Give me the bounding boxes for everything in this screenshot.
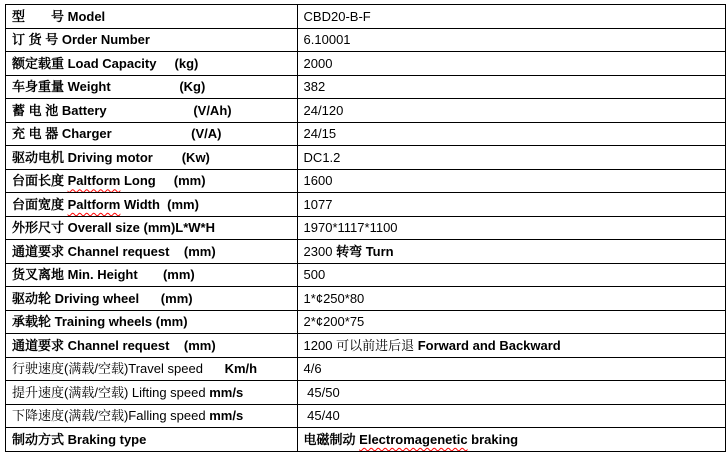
spec-label-cell [6, 381, 298, 405]
table-row [6, 75, 726, 99]
spec-label-cell [6, 28, 298, 52]
spec-value-cell [297, 334, 725, 358]
spec-label-cell [6, 287, 298, 311]
table-row [6, 263, 726, 287]
text-segment: Km/h [224, 361, 258, 377]
table-row [6, 193, 726, 217]
spec-label-cell [6, 428, 298, 452]
table-row [6, 428, 726, 452]
table-row [6, 310, 726, 334]
text-segment: Width (mm) [120, 196, 199, 212]
table-row [6, 216, 726, 240]
text-segment: 台面宽度 [12, 196, 68, 212]
spec-label-cell [6, 146, 298, 170]
table-row [6, 404, 726, 428]
misspelled-word: Paltform [67, 196, 121, 212]
misspelled-word: Electromagenetic [359, 431, 468, 447]
text-segment: 500 [303, 267, 326, 283]
text-segment: 驱动电机 Driving motor (Kw) [12, 149, 210, 165]
text-segment: 车身重量 Weight (Kg) [12, 79, 206, 95]
spec-label-cell [6, 75, 298, 99]
spec-value-cell [297, 28, 725, 52]
text-segment: 1970*1117*1100 [303, 220, 398, 236]
text-segment: 台面长度 [12, 173, 68, 189]
text-segment: 驱动轮 Driving wheel (mm) [12, 290, 193, 306]
spec-value-cell [297, 216, 725, 240]
spec-label-cell [6, 122, 298, 146]
table-row [6, 287, 726, 311]
spec-label-cell [6, 310, 298, 334]
text-segment: 1077 [303, 196, 333, 212]
text-segment: mm/s [209, 384, 244, 400]
spec-label-cell [6, 52, 298, 76]
spec-value-cell [297, 75, 725, 99]
spec-value-cell [297, 240, 725, 264]
text-segment: 电磁制动 [303, 431, 360, 447]
text-segment: 蓄 电 池 Battery (V/Ah) [12, 102, 232, 118]
spec-value-cell [297, 52, 725, 76]
text-segment: 2000 [303, 55, 333, 71]
text-segment: 4/6 [303, 361, 322, 377]
spec-value-cell [297, 169, 725, 193]
product-spec-table [5, 4, 726, 452]
text-segment: 行驶速度(满载/空载)Travel speed [12, 361, 225, 377]
text-segment: 45/40 [303, 408, 340, 424]
table-row [6, 334, 726, 358]
text-segment: DC1.2 [303, 149, 341, 165]
spec-table-body [6, 5, 726, 452]
text-segment: 外形尺寸 Overall size (mm)L*W*H [12, 220, 215, 236]
spec-value-cell [297, 381, 725, 405]
text-segment: braking [467, 431, 519, 447]
spec-value-cell [297, 193, 725, 217]
spec-value-cell [297, 122, 725, 146]
text-segment: 1200 可以前进后退 [303, 337, 418, 353]
spec-value-cell [297, 310, 725, 334]
table-row [6, 28, 726, 52]
text-segment: Forward and Backward [417, 337, 561, 353]
misspelled-word: Paltform [67, 173, 121, 189]
text-segment: 45/50 [303, 384, 340, 400]
spec-label-cell [6, 334, 298, 358]
text-segment: 1*¢250*80 [303, 290, 365, 306]
text-segment: 24/120 [303, 102, 344, 118]
text-segment: 24/15 [303, 126, 337, 142]
table-row [6, 357, 726, 381]
spec-value-cell [297, 99, 725, 123]
table-row [6, 169, 726, 193]
spec-label-cell [6, 404, 298, 428]
text-segment: 额定载重 Load Capacity (kg) [12, 55, 199, 71]
spec-value-cell [297, 146, 725, 170]
spec-label-cell [6, 263, 298, 287]
spec-value-cell [297, 357, 725, 381]
spec-label-cell [6, 240, 298, 264]
text-segment: 制动方式 Braking type [12, 431, 147, 447]
text-segment: 转弯 Turn [336, 243, 394, 259]
text-segment: 382 [303, 79, 326, 95]
text-segment: CBD20-B-F [303, 8, 371, 24]
spec-label-cell [6, 5, 298, 29]
text-segment: 型 号 Model [12, 8, 106, 24]
text-segment: 6.10001 [303, 32, 351, 48]
table-row [6, 381, 726, 405]
spec-label-cell [6, 216, 298, 240]
text-segment: 充 电 器 Charger (V/A) [12, 126, 222, 142]
table-row [6, 122, 726, 146]
table-row [6, 5, 726, 29]
table-row [6, 146, 726, 170]
text-segment: 下降速度(满载/空载)Falling speed [12, 408, 210, 424]
spec-label-cell [6, 357, 298, 381]
text-segment: 提升速度(满载/空载) Lifting speed [12, 384, 210, 400]
spec-value-cell [297, 428, 725, 452]
spec-label-cell [6, 169, 298, 193]
text-segment: 2300 [303, 243, 337, 259]
table-row [6, 52, 726, 76]
spec-value-cell [297, 287, 725, 311]
text-segment: mm/s [209, 408, 244, 424]
spec-value-cell [297, 263, 725, 287]
text-segment: Long (mm) [120, 173, 206, 189]
text-segment: 2*¢200*75 [303, 314, 365, 330]
text-segment: 通道要求 Channel request (mm) [12, 243, 216, 259]
table-row [6, 240, 726, 264]
text-segment: 承载轮 Training wheels (mm) [12, 314, 188, 330]
spec-value-cell [297, 404, 725, 428]
text-segment: 货叉离地 Min. Height (mm) [12, 267, 195, 283]
table-row [6, 99, 726, 123]
text-segment: 订 货 号 Order Number [12, 32, 150, 48]
text-segment: 通道要求 Channel request (mm) [12, 337, 216, 353]
spec-label-cell [6, 99, 298, 123]
spec-value-cell [297, 5, 725, 29]
spec-label-cell [6, 193, 298, 217]
text-segment: 1600 [303, 173, 333, 189]
